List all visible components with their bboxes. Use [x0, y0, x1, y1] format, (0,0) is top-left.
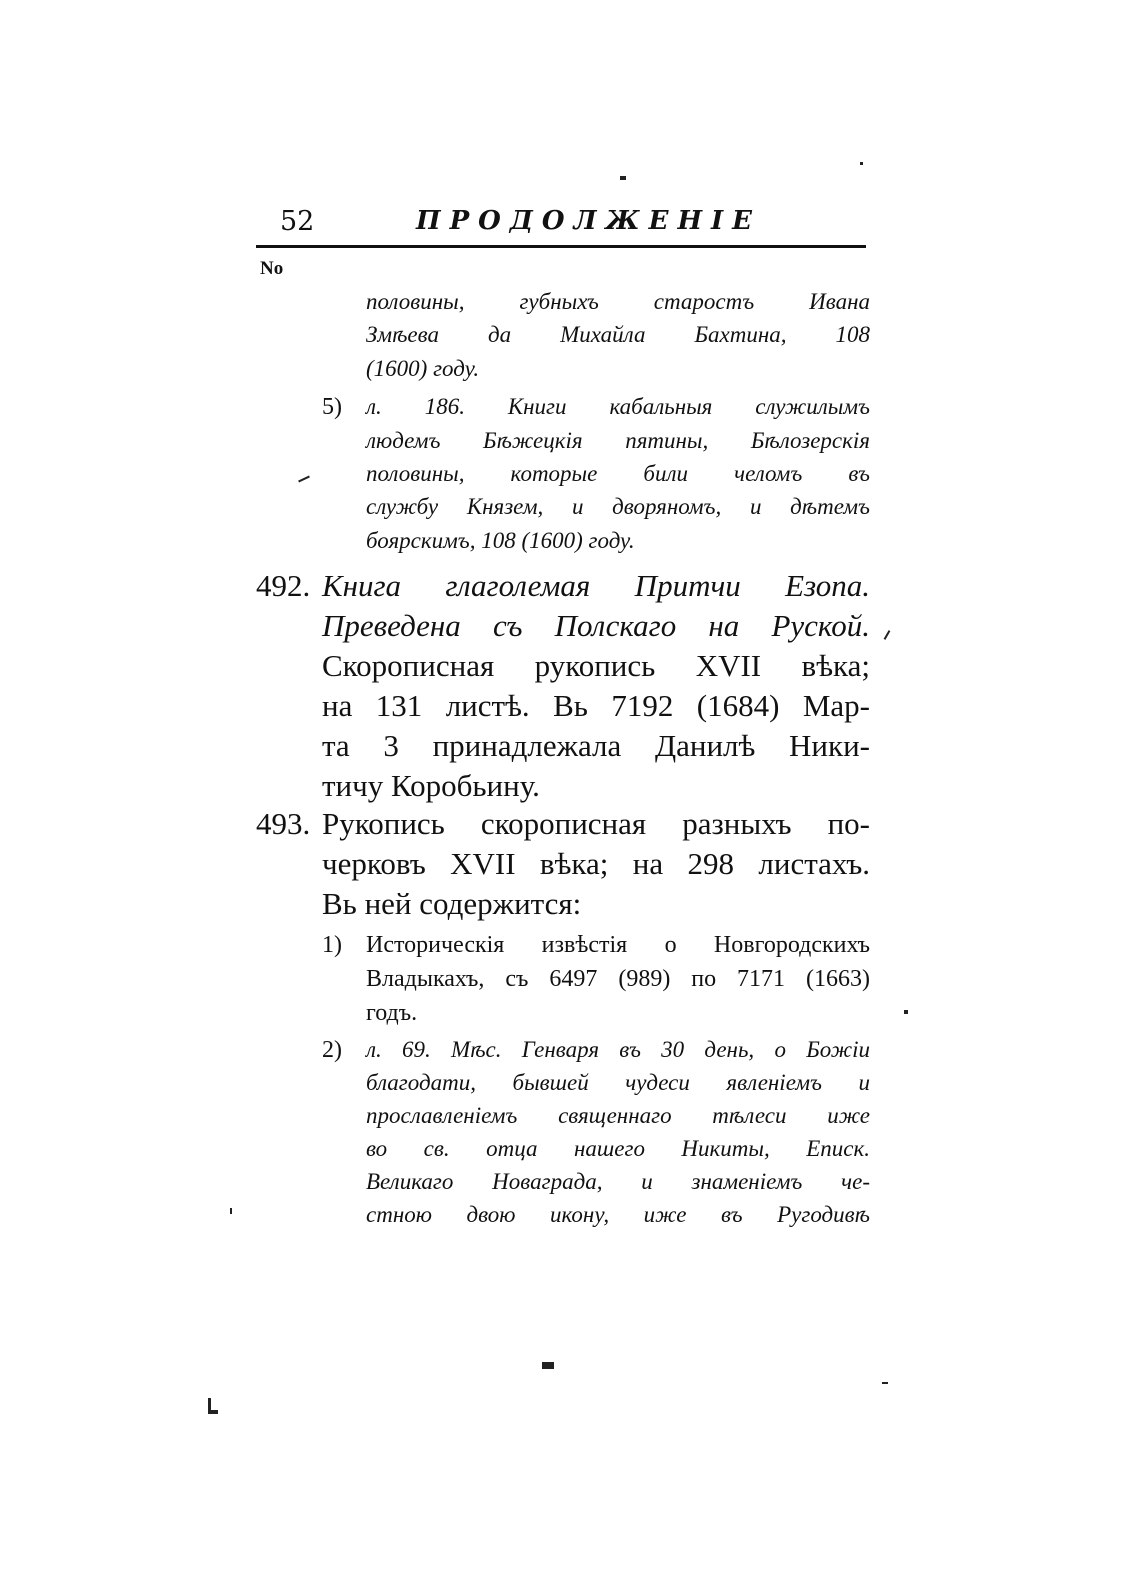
text-line: л. 186. Книги кабальныя служилымъ: [366, 394, 870, 419]
text-line: Рукопись скорописная разныхъ по-: [322, 806, 870, 841]
text-line: та 3 принадлежала Данилѣ Ники-: [322, 728, 870, 763]
text-line: боярскимъ, 108 (1600) году.: [366, 528, 635, 553]
text-line: службу Князем, и дворяномъ, и дѣтемъ: [366, 494, 870, 519]
header-rule: [256, 245, 866, 248]
scan-speck: [904, 1010, 908, 1014]
running-title: ПРОДОЛЖЕНIЕ: [416, 206, 761, 236]
page-header: [256, 206, 866, 244]
scan-speck: [230, 1208, 232, 1214]
text-line: годъ.: [366, 1000, 418, 1026]
text-line: л. 69. Мѣс. Генваря въ 30 день, о Божіи: [366, 1037, 870, 1062]
text-line: (1600) году.: [366, 356, 480, 381]
text-line: Книга глаголемая Притчи Езопа.: [322, 568, 870, 603]
text-line: Преведена съ Полскаго на Руской.: [322, 608, 870, 643]
text-line: на 131 листѣ. Вь 7192 (1684) Мар-: [322, 688, 870, 723]
text-line: черковъ XVII вѣка; на 298 листахъ.: [322, 846, 870, 881]
text-line: Змѣева да Михайла Бахтина, 108: [366, 322, 870, 347]
sub-item-number: 1): [322, 932, 342, 958]
scan-speck: [208, 1410, 218, 1414]
sub-item-number: 5): [322, 394, 342, 420]
text-line: Великаго Новаграда, и знаменіемъ че-: [366, 1169, 870, 1194]
text-line: половины, губныхъ старостъ Ивана: [366, 289, 870, 314]
text-line: тичу Коробьину.: [322, 768, 540, 803]
sub-item-number: 2): [322, 1037, 342, 1063]
text-line: Скорописная рукопись XVII вѣка;: [322, 648, 870, 683]
text-line: людемъ Бѣжецкія пятины, Бѣлозерскія: [366, 428, 870, 453]
text-line: Владыкахъ, съ 6497 (989) по 7171 (1663): [366, 966, 870, 992]
text-line: прославленіемъ священнаго тѣлеси иже: [366, 1103, 870, 1128]
text-line: Историческія извѣстія о Новгородскихъ: [366, 932, 870, 958]
text-line: во св. отца нашего Никиты, Еписк.: [366, 1136, 870, 1161]
text-line: стною двою икону, иже въ Ругодивѣ: [366, 1202, 870, 1227]
text-line: половины, которые били челомъ въ: [366, 461, 870, 486]
entry-number: 493.: [256, 806, 311, 841]
text-line: Вь ней содержится:: [322, 886, 582, 921]
scan-speck: [620, 176, 626, 180]
scan-speck: [860, 162, 863, 165]
number-column-label: No: [260, 258, 284, 279]
text-line: благодати, бывшей чудеси явленіемъ и: [366, 1070, 870, 1095]
scan-speck: [882, 1382, 888, 1384]
page-number: 52: [280, 206, 315, 237]
entry-number: 492.: [256, 568, 311, 603]
scan-speck: [542, 1362, 554, 1369]
scan-speck: [884, 630, 891, 640]
scan-speck: [298, 476, 310, 483]
